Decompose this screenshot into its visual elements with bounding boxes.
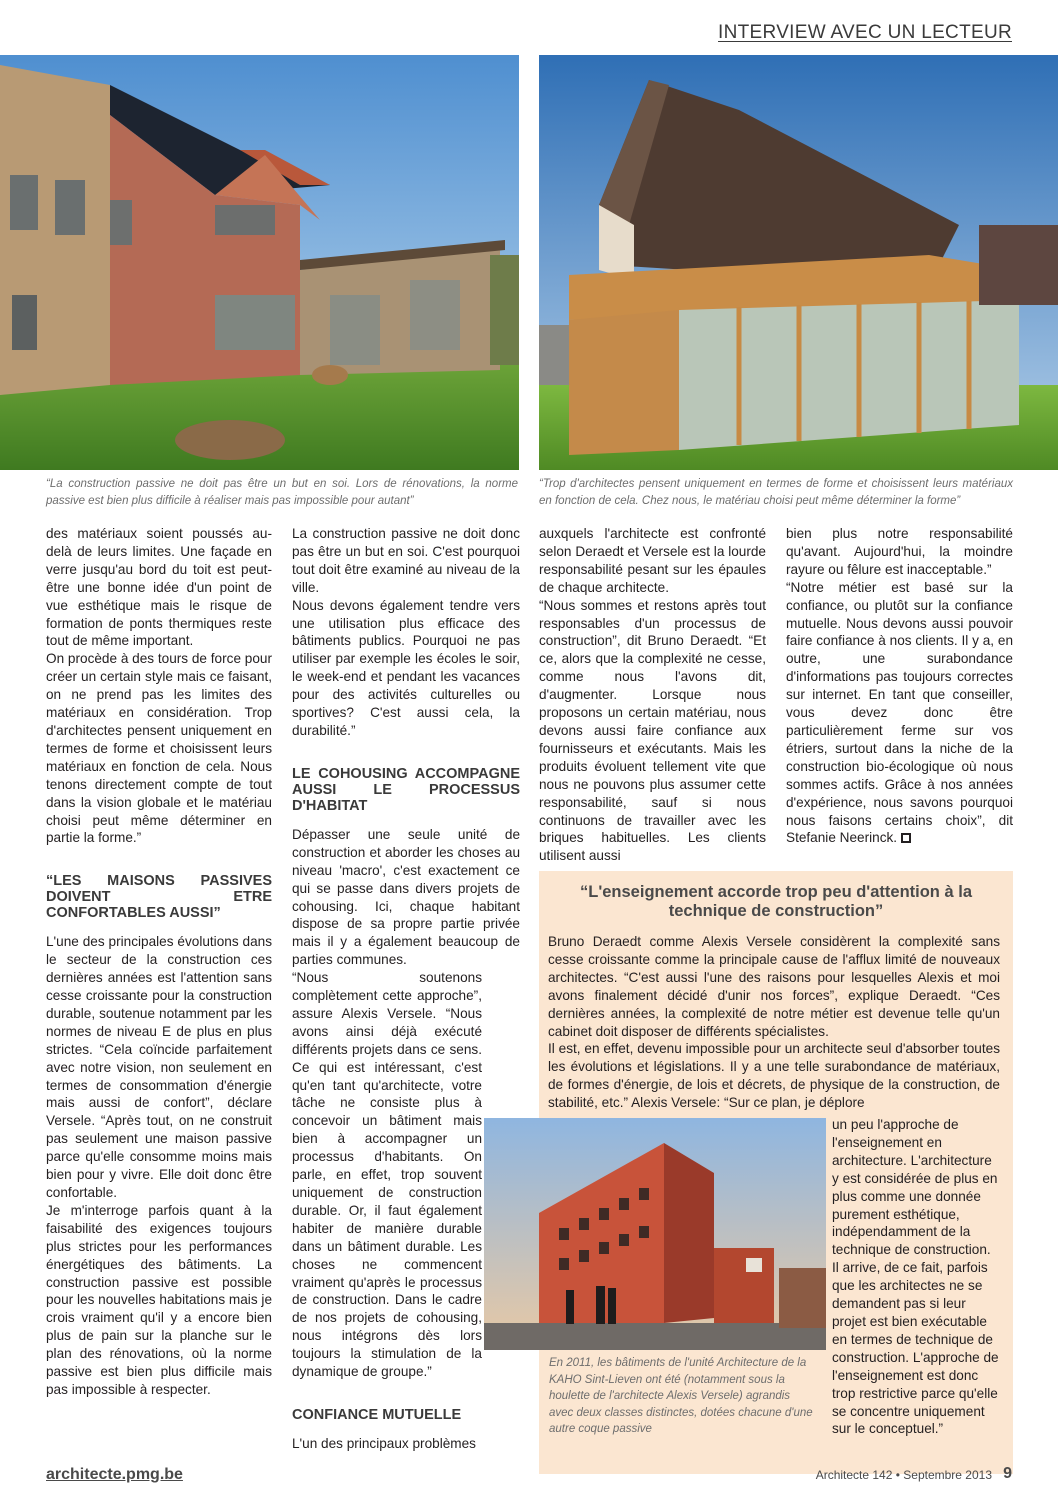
caption-right-photo: “Trop d'architectes pensent uniquement en termes de forme et choisissent leurs matériaux en fonction de cela. Chez nous, le matériau choisi peut même déterminer la forme” xyxy=(539,478,1013,507)
page-number: 9 xyxy=(1003,1465,1012,1482)
article-column-1 xyxy=(46,525,272,1399)
photo-left-house xyxy=(0,55,519,470)
paragraph: La construction passive ne doit donc pas être un but en soi. C'est pourquoi tout doit être examiné au niveau de la ville. xyxy=(292,526,520,595)
caption-kaho-building: En 2011, les bâtiments de l'unité Architecture de la KAHO Sint-Lieven ont été (notamment sous la houlette de l'architecte Alexis Versele) agrandis avec deux classes distinctes, dotées chacune d'une autre coque passive xyxy=(549,1357,813,1435)
section-title: INTERVIEW AVEC UN LECTEUR xyxy=(718,22,1012,43)
sidebar-body xyxy=(548,933,1000,1112)
photo-right-house xyxy=(539,55,1058,470)
subheading: LE COHOUSING ACCOMPAGNE AUSSI LE PROCESSUS D'HABITAT xyxy=(292,765,520,814)
paragraph: On procède à des tours de force pour créer un certain style mais ce faisant, on ne prend pas les limites des matériaux en considération. Trop d'architectes pensent uniquement en termes de forme et choisissent leurs matériaux en fonction de cela. Nous tenons directement compte de tout dans la vision globale et le matériau choisi peut même déterminer en partie la forme.” xyxy=(46,651,272,846)
subheading: CONFIANCE MUTUELLE xyxy=(292,1406,462,1423)
article-column-3 xyxy=(539,525,766,865)
paragraph: auxquels l'architecte est confronté selon Deraedt et Versele est la lourde responsabilité pesant sur les épaules de chaque architecte. xyxy=(539,526,766,595)
paragraph: “Nous sommes et restons après tout responsables d'un processus de construction”, dit Bruno Deraedt. “Et ce, alors que la complexité ne cesse, comme nous l'avons dit, d'augmenter. Lorsque nous proposons un certain matériau, nous devons aussi faire confiance aux fournisseurs et exécutants. Mais les produits évoluent tellement vite que nous ne pouvons plus assumer cette responsabilité, sauf si nous continuons de travailler avec les briques habituelles. Les clients utilisent aussi xyxy=(539,597,766,864)
end-of-article-icon xyxy=(901,833,911,843)
photo-kaho-building xyxy=(484,1118,826,1350)
paragraph: Je m'interroge parfois quant à la faisabilité des exigences toujours plus strictes pour les performances énergétiques des bâtiments. La construction passive est possible pour les nouvelles habitations mais je crois vraiment qu'il y a encore bien plus de pain sur la planche sur le plan des rénovations, où la norme passive est bien plus difficile mais pas impossible à respecter. xyxy=(46,1202,272,1397)
subheading: “LES MAISONS PASSIVES DOIVENT ETRE CONFORTABLES AUSSI” xyxy=(46,873,272,922)
paragraph: Dépasser une seule unité de construction et aborder les choses au niveau 'macro', c'est exactement ce qui se passe dans divers projets de cohousing. Ici, chaque habitant dispose de sa propre partie privée mais il y a également beaucoup de parties communes. xyxy=(292,826,520,968)
paragraph: bien plus notre responsabilité qu'avant. Aujourd'hui, la moindre rayure ou fêlure est inacceptable.” xyxy=(786,526,1013,577)
paragraph: L'une des principales évolutions dans le secteur de la construction ces dernières années est l'attention sans cesse croissante pour la construction durable, soutenue notamment par les normes de niveau E de plus en plus strictes. “Cela coïncide parfaitement avec notre vision, non seulement en termes de consommation d'énergie mais aussi de confort”, déclare Versele. “Après tout, on ne construit pas seulement une maison passive parce qu'elle consomme moins mais bien pour y vivre. Elle doit donc être confortable. xyxy=(46,934,272,1200)
paragraph-text: “Notre métier est basé sur la confiance, ou plutôt sur la confiance mutuelle. Nous devons aussi pouvoir faire confiance à nos clients. Il y a, en outre, une surabondance d'informations pas toujours correctes sur internet. En tant que conseiller, vous devez donc être particulièrement ferme sur vos étriers, surtout dans la niche de la construction bio-écologique où nous sommes actifs. Grâce à nos années d'expérience, nous savons pourquoi nous faisons certains choix”, dit Stefanie Neerinck. xyxy=(786,579,1013,846)
paragraph: des matériaux soient poussés au-delà de leurs limites. Une façade en verre jusqu'au bord du toit est peut-être une bonne idée d'un point de vue esthétique mais le risque de formation de ponts thermiques reste tout de même important. xyxy=(46,526,272,649)
paragraph: un peu l'approche de l'enseignement en architecture. L'architecture y est considérée de plus en plus comme une donnée purement esthétique, indépendamment de la technique de construction. Il arrive, de ce fait, parfois que les architectes ne se demandent pas si leur projet est bien exécutable en termes de technique de construction. L'approche de l'enseignement est donc trop restrictive parce qu'elle se concentre uniquement sur le conceptuel.” xyxy=(832,1117,999,1437)
sidebar-body-continued xyxy=(832,1116,1000,1438)
paragraph: “Nous soutenons complètement cette approche”, assure Alexis Versele. “Nous avons ainsi déjà exécuté différents projets dans ce sens. Ce qui est intéressant, c'est qu'en tant qu'architecte, votre tâche ne consiste plus à concevoir un bâtiment mais bien à accompagner un processus d'habitants. On parle, en effet, trop souvent uniquement de construction durable. Or, il faut également habiter de manière durable dans un bâtiment durable. Les choses ne commencent vraiment qu'après le processus de construction. Dans le cadre de nos projets de cohousing, nous intégrons dès lors toujours la stimulation de la dynamique de groupe.” xyxy=(292,970,482,1380)
paragraph: Il est, en effet, devenu impossible pour un architecte seul d'absorber toutes les évolutions et législations. Il y a une telle surabondance de matériaux, de formes d'énergie, de lois et décrets, de physique de la construction, de stabilité, etc.” Alexis Versele: “Sur ce plan, je déplore xyxy=(548,1041,1000,1111)
article-column-4 xyxy=(786,525,1013,847)
footer-issue: Architecte 142 • Septembre 2013 xyxy=(815,1468,992,1482)
caption-left-photo: “La construction passive ne doit pas être un but en soi. Lors de rénovations, la norme passive est bien plus difficile à réaliser mais pas impossible pour autant” xyxy=(46,478,518,507)
sidebar-title: “L'enseignement accorde trop peu d'attention à la technique de construction” xyxy=(580,883,972,920)
paragraph: Bruno Deraedt comme Alexis Versele considèrent la complexité sans cesse croissante comme la principale cause de l'afflux limité de nouveaux architectes. “C'est aussi l'une des raisons pour lesquelles Alexis et moi avons finalement décidé d'unir nos forces”, explique Deraedt. “Ces dernières années, la complexité de notre métier est devenue telle qu'un cabinet doit disposer de différents spécialistes. xyxy=(548,934,1000,1039)
paragraph: L'un des principaux problèmes xyxy=(292,1435,476,1451)
paragraph xyxy=(786,579,1013,848)
paragraph: Nous devons également tendre vers une utilisation plus efficace des bâtiments publics. Pourquoi ne pas utiliser par exemple les écoles le soir, le week-end et pendant les vacances pour des activités culturelles ou sportives? C'est aussi cela, la durabilité.” xyxy=(292,597,520,738)
footer-website-link[interactable]: architecte.pmg.be xyxy=(46,1466,183,1483)
